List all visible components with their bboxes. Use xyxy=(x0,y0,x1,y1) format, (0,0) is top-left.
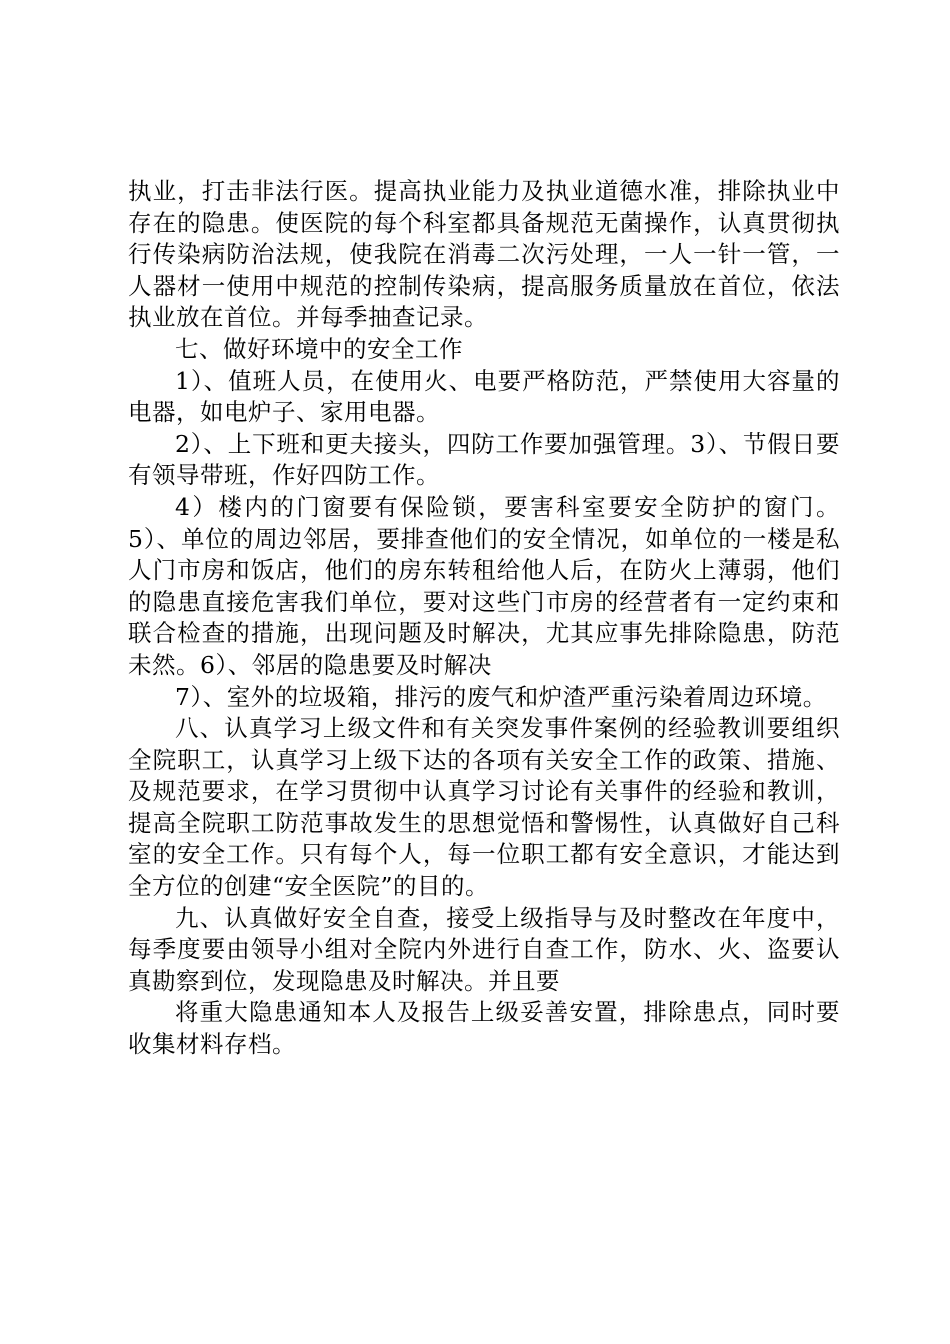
paragraph-practice-regulation: 执业，打击非法行医。提高执业能力及执业道德水准，排除执业中存在的隐患。使医院的每个科室都具备规范无菌操作，认真贯彻执行传染病防治法规，使我院在消毒二次污处理，一人一针一管，一人器材一使用中规范的控制传染病，提高服务质量放在首位，依法执业放在首位。并每季抽查记录。 xyxy=(128,177,840,332)
section-heading-environment-safety: 七、做好环境中的安全工作 xyxy=(175,334,463,363)
paragraph-report-hazards: 将重大隐患通知本人及报告上级妥善安置，排除患点，同时要收集材料存档。 xyxy=(128,998,840,1059)
paragraph-item-shift-handover: 2）、上下班和更夫接头，四防工作要加强管理。3）、节假日要有领导带班，作好四防工作。 xyxy=(128,429,840,490)
paragraph-item-duty-staff: 1）、值班人员，在使用火、电要严格防范，严禁使用大容量的电器，如电炉子、家用电器。 xyxy=(128,366,840,427)
section-paragraph-study-documents: 八、认真学习上级文件和有关突发事件案例的经验教训要组织全院职工，认真学习上级下达的各项有关安全工作的政策、措施、及规范要求，在学习贯彻中认真学习讨论有关事件的经验和教训，提高全院职工防范事故发生的思想觉悟和警惕性，认真做好自己科室的安全工作。只有每个人，每一位职工都有安全意识，才能达到全方位的创建“安全医院”的目的。 xyxy=(128,714,840,901)
section-paragraph-self-inspection: 九、认真做好安全自查，接受上级指导与及时整改在年度中，每季度要由领导小组对全院内外进行自查工作，防水、火、盗要认真勘察到位，发现隐患及时解决。并且要 xyxy=(128,903,840,995)
paragraph-item-outdoor-garbage: 7）、室外的垃圾箱，排污的废气和炉渣严重污染着周边环境。 xyxy=(175,682,827,711)
paragraph-item-windows-neighbors: 4）楼内的门窗要有保险锁，要害科室要安全防护的窗门。5）、单位的周边邻居，要排查他们的安全情况，如单位的一楼是私人门市房和饭店，他们的房东转租给他人后，在防火上薄弱，他们的隐患直接危害我们单位，要对这些门市房的经营者有一定约束和联合检查的措施，出现问题及时解决，尤其应事先排除隐患，防范未然。6）、邻居的隐患要及时解决 xyxy=(128,492,840,679)
document-body xyxy=(128,176,840,1061)
